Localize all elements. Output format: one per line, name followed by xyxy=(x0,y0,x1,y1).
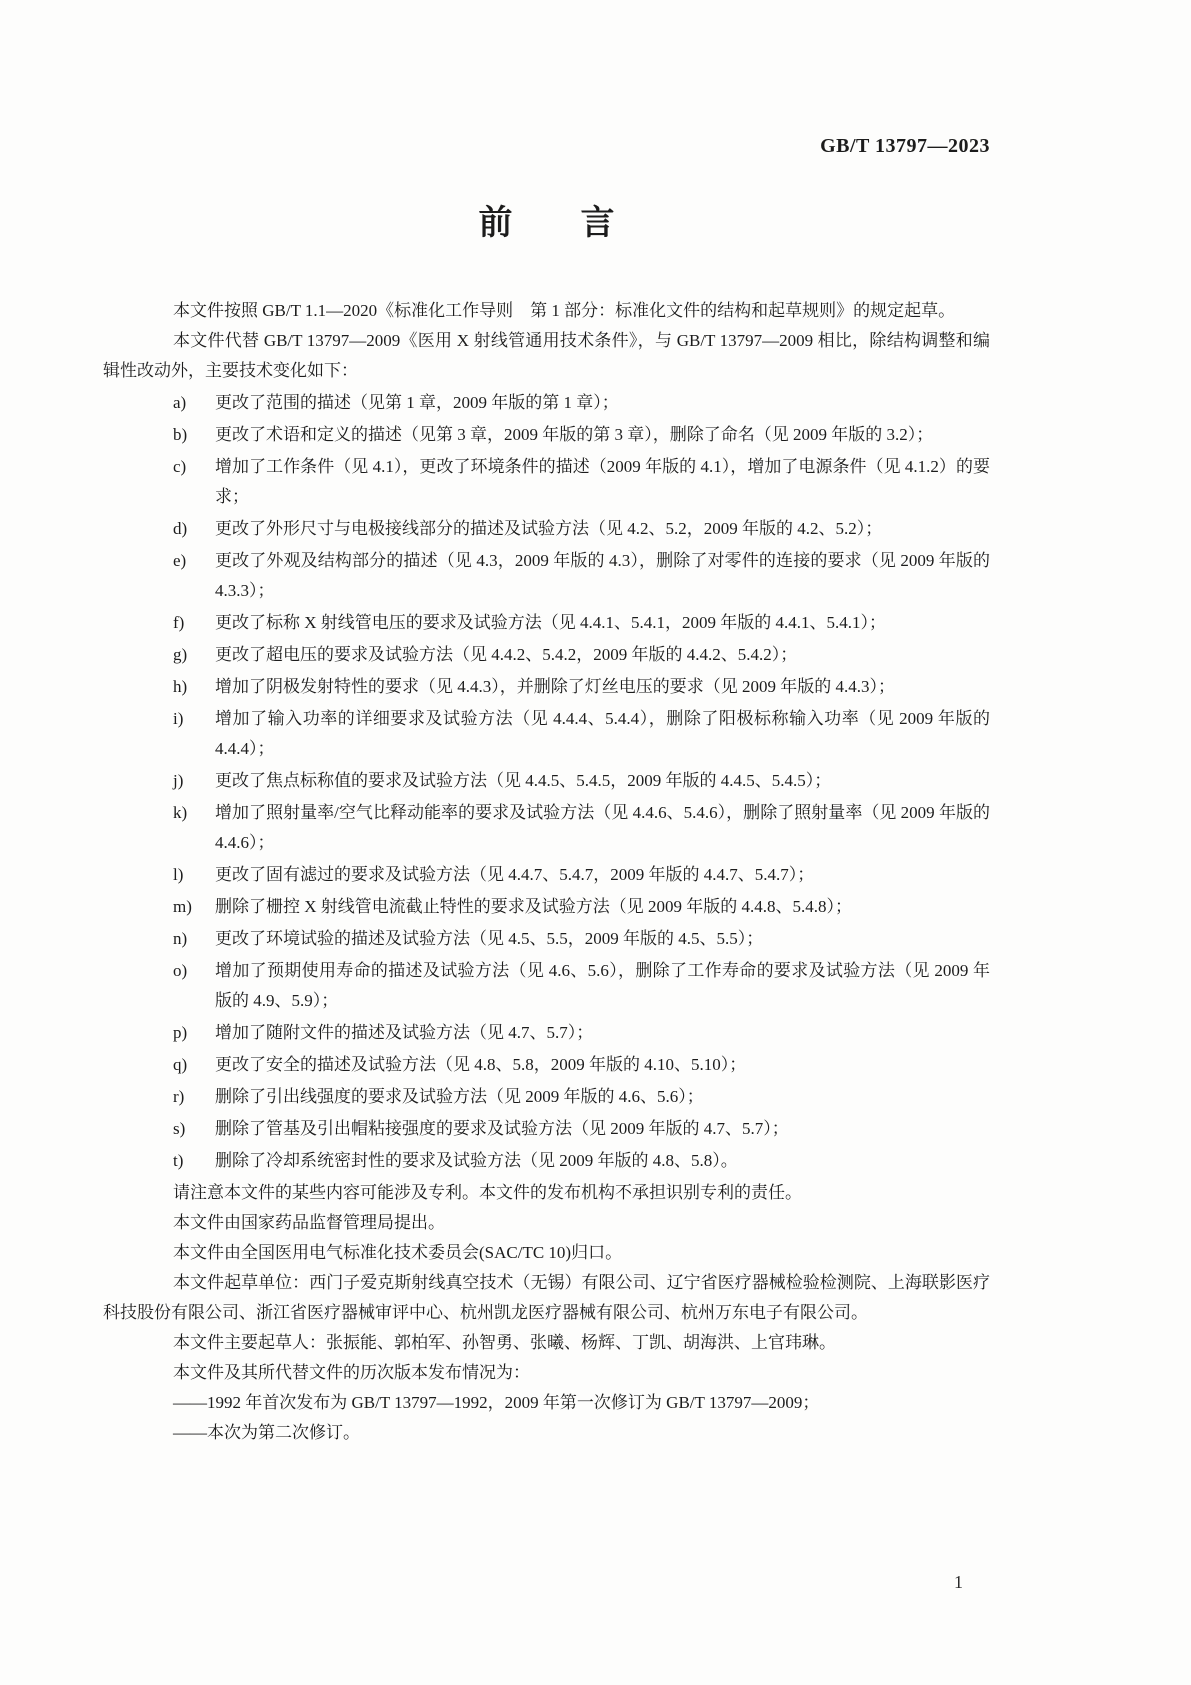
change-item-text: 更改了安全的描述及试验方法（见 4.8、5.8，2009 年版的 4.10、5.10）； xyxy=(215,1055,747,1074)
closing-paragraphs xyxy=(103,1178,990,1448)
change-item-label: p) xyxy=(173,1023,188,1042)
intro-paragraphs xyxy=(103,296,990,386)
change-item-label: o) xyxy=(173,961,188,980)
change-item-text: 更改了范围的描述（见第 1 章，2009 年版的第 1 章）； xyxy=(215,393,619,412)
change-item-text: 更改了外观及结构部分的描述（见 4.3，2009 年版的 4.3），删除了对零件的连接的要求（见 2009 年版的 4.3.3）； xyxy=(215,551,990,600)
change-item-text: 删除了管基及引出帽粘接强度的要求及试验方法（见 2009 年版的 4.7、5.7）； xyxy=(215,1119,789,1138)
change-item xyxy=(103,546,990,606)
change-item xyxy=(103,1114,990,1144)
closing-paragraph: 请注意本文件的某些内容可能涉及专利。本文件的发布机构不承担识别专利的责任。 xyxy=(173,1183,802,1202)
change-item-text: 更改了环境试验的描述及试验方法（见 4.5、5.5，2009 年版的 4.5、5.5）； xyxy=(215,929,764,948)
change-item-text: 增加了阴极发射特性的要求（见 4.4.3），并删除了灯丝电压的要求（见 2009 年版的 4.4.3）； xyxy=(215,677,895,696)
change-item-text: 删除了冷却系统密封性的要求及试验方法（见 2009 年版的 4.8、5.8）。 xyxy=(215,1151,738,1170)
foreword-body xyxy=(103,296,990,1448)
change-item xyxy=(103,704,990,764)
change-item-label: n) xyxy=(173,929,188,948)
change-item xyxy=(103,860,990,890)
closing-paragraph: 本文件起草单位：西门子爱克斯射线真空技术（无锡）有限公司、辽宁省医疗器械检验检测院、上海联影医疗科技股份有限公司、浙江省医疗器械审评中心、杭州凯龙医疗器械有限公司、杭州万东电子有限公司。 xyxy=(103,1273,990,1322)
change-item-label: d) xyxy=(173,519,188,538)
change-item-text: 更改了固有滤过的要求及试验方法（见 4.4.7、5.4.7，2009 年版的 4.4.7、5.4.7）； xyxy=(215,865,815,884)
change-item-label: c) xyxy=(173,457,187,476)
change-item xyxy=(103,640,990,670)
closing-paragraph: 本文件由全国医用电气标准化技术委员会(SAC/TC 10)归口。 xyxy=(173,1243,623,1262)
change-item-label: j) xyxy=(173,771,184,790)
change-item-text: 增加了预期使用寿命的描述及试验方法（见 4.6、5.6），删除了工作寿命的要求及试验方法（见 2009 年版的 4.9、5.9）； xyxy=(215,961,990,1010)
change-item-label: f) xyxy=(173,613,185,632)
change-item-text: 更改了标称 X 射线管电压的要求及试验方法（见 4.4.1、5.4.1，2009 年版的 4.4.1、5.4.1）； xyxy=(215,613,887,632)
change-item xyxy=(103,956,990,1016)
closing-paragraph: 本文件及其所代替文件的历次版本发布情况为： xyxy=(173,1363,530,1382)
closing-paragraph: ——1992 年首次发布为 GB/T 13797—1992，2009 年第一次修订为 GB/T 13797—2009； xyxy=(173,1393,820,1412)
change-item-label: q) xyxy=(173,1055,188,1074)
change-item xyxy=(103,766,990,796)
change-item xyxy=(103,1082,990,1112)
change-item-label: b) xyxy=(173,425,188,444)
change-item-text: 更改了超电压的要求及试验方法（见 4.4.2、5.4.2，2009 年版的 4.4.2、5.4.2）； xyxy=(215,645,798,664)
change-item-text: 删除了引出线强度的要求及试验方法（见 2009 年版的 4.6、5.6）； xyxy=(215,1087,704,1106)
change-item-label: g) xyxy=(173,645,188,664)
change-item xyxy=(103,514,990,544)
change-item xyxy=(103,892,990,922)
change-item xyxy=(103,672,990,702)
closing-paragraph: ——本次为第二次修订。 xyxy=(173,1423,360,1442)
change-item xyxy=(103,452,990,512)
change-item-label: a) xyxy=(173,393,187,412)
foreword-title: 前 言 xyxy=(478,205,615,242)
change-item xyxy=(103,1146,990,1176)
change-item-label: r) xyxy=(173,1087,185,1106)
change-item-text: 删除了栅控 X 射线管电流截止特性的要求及试验方法（见 2009 年版的 4.4.8、5.4.8）； xyxy=(215,897,853,916)
changes-list xyxy=(103,388,990,1176)
change-item xyxy=(103,420,990,450)
standard-number: GB/T 13797—2023 xyxy=(820,135,990,157)
change-item-label: m) xyxy=(173,897,192,916)
change-item-label: l) xyxy=(173,865,184,884)
change-item-text: 更改了术语和定义的描述（见第 3 章，2009 年版的第 3 章），删除了命名（见 2009 年版的 3.2）； xyxy=(215,425,934,444)
page-number: 1 xyxy=(954,1572,963,1592)
closing-paragraph: 本文件由国家药品监督管理局提出。 xyxy=(173,1213,445,1232)
intro-paragraph: 本文件代替 GB/T 13797—2009《医用 X 射线管通用技术条件》，与 GB/T 13797—2009 相比，除结构调整和编辑性改动外，主要技术变化如下： xyxy=(103,331,990,380)
change-item-label: k) xyxy=(173,803,188,822)
closing-paragraph: 本文件主要起草人：张振能、郭柏军、孙智勇、张曦、杨辉、丁凯、胡海洪、上官玮琳。 xyxy=(173,1333,836,1352)
change-item-text: 更改了焦点标称值的要求及试验方法（见 4.4.5、5.4.5，2009 年版的 4.4.5、5.4.5）； xyxy=(215,771,832,790)
change-item xyxy=(103,1050,990,1080)
change-item-text: 增加了随附文件的描述及试验方法（见 4.7、5.7）； xyxy=(215,1023,594,1042)
change-item xyxy=(103,798,990,858)
change-item-text: 增加了照射量率/空气比释动能率的要求及试验方法（见 4.4.6、5.4.6），删除了照射量率（见 2009 年版的 4.4.6）； xyxy=(215,803,990,852)
change-item-label: h) xyxy=(173,677,188,696)
change-item-label: t) xyxy=(173,1151,184,1170)
change-item-label: e) xyxy=(173,551,187,570)
change-item-label: i) xyxy=(173,709,184,728)
change-item-label: s) xyxy=(173,1119,186,1138)
change-item xyxy=(103,608,990,638)
change-item-text: 增加了输入功率的详细要求及试验方法（见 4.4.4、5.4.4），删除了阳极标称输入功率（见 2009 年版的 4.4.4）； xyxy=(215,709,990,758)
change-item xyxy=(103,924,990,954)
change-item xyxy=(103,388,990,418)
intro-paragraph: 本文件按照 GB/T 1.1—2020《标准化工作导则 第 1 部分：标准化文件的结构和起草规则》的规定起草。 xyxy=(173,301,956,320)
change-item-text: 更改了外形尺寸与电极接线部分的描述及试验方法（见 4.2、5.2，2009 年版的 4.2、5.2）； xyxy=(215,519,883,538)
change-item-text: 增加了工作条件（见 4.1），更改了环境条件的描述（2009 年版的 4.1），增加了电源条件（见 4.1.2）的要求； xyxy=(215,457,990,506)
change-item xyxy=(103,1018,990,1048)
